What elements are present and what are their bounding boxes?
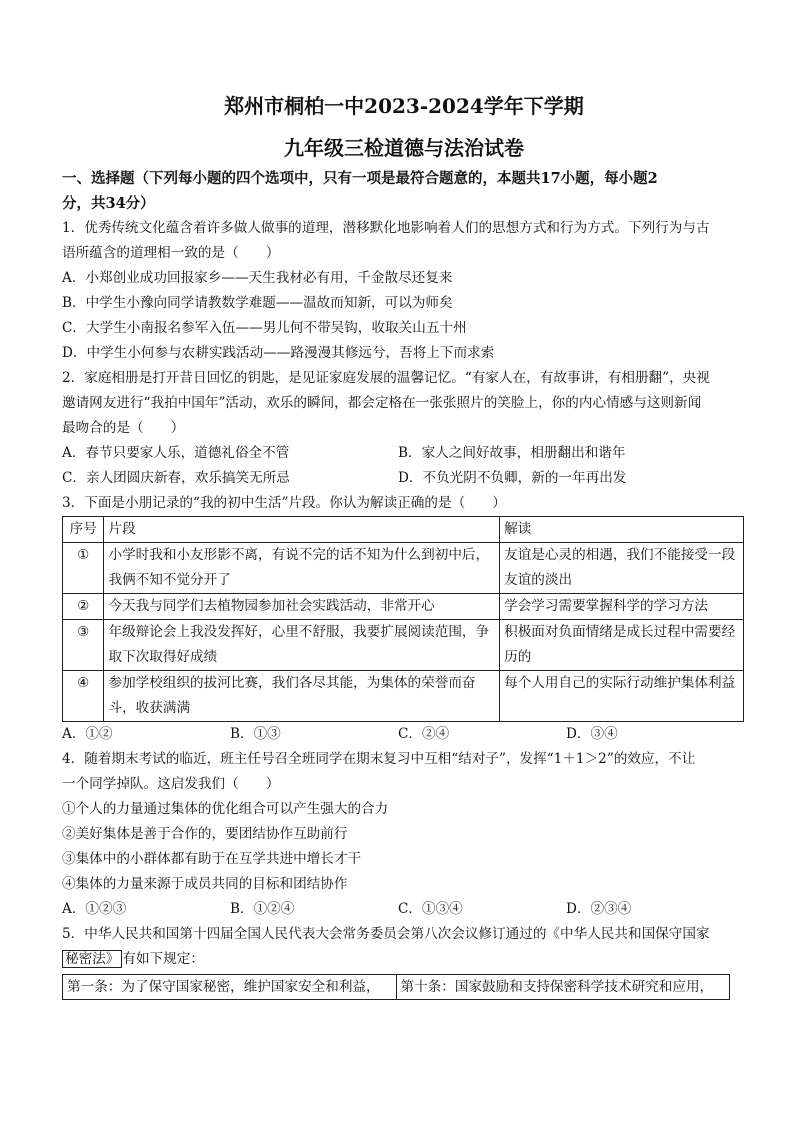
option-row: [62, 897, 746, 922]
option-row: [62, 466, 746, 491]
question-stem: 邀请网友进行“我拍中国年”活动，欢乐的瞬间，都会定格在一张张照片的笑脸上，你的内心情感与这则新闻: [62, 395, 702, 411]
article-10-cell: 第十条：国家鼓励和支持保密科学技术研究和应用，: [396, 975, 730, 1000]
option-a: A．春节只要家人乐，道德礼俗全不管: [62, 445, 290, 461]
row-fragment: 年级辩论会上我没发挥好，心里不舒服，我要扩展阅读范围，争取下次取得好成绩: [104, 620, 500, 671]
option-d: D．③④: [566, 726, 618, 742]
question-stem: 1．优秀传统文化蕴含着许多做人做事的道理，潜移默化地影响着人们的思想方式和行为方式。下列行为与古: [62, 220, 710, 236]
row-num: ①: [63, 543, 104, 594]
question-stem: 3．下面是小朋记录的“我的初中生活”片段。你认为解读正确的是（ ）: [62, 495, 506, 511]
table-header-row: [63, 517, 744, 543]
option-row: [62, 722, 746, 747]
section-heading: 一、选择题（下列每小题的四个选项中，只有一项是最符合题意的，本题共17小题，每小题2: [62, 170, 658, 187]
row-fragment: 参加学校组织的拔河比赛，我们各尽其能，为集体的荣誉而奋斗，收获满满: [104, 671, 500, 722]
exam-paper-title: 九年级三检道德与法治试卷: [284, 136, 524, 160]
option-b: B．①③: [230, 726, 281, 742]
option-c: C．亲人团圆庆新春，欢乐搞笑无所忌: [62, 470, 290, 486]
option-a: A．①②: [62, 726, 113, 742]
question-stem: [62, 947, 746, 972]
question-stem: 2．家庭相册是打开昔日回忆的钥匙，是见证家庭发展的温馨记忆。“有家人在，有故事讲，有相册翻”，央视: [62, 370, 710, 386]
header-fragment: 片段: [104, 517, 500, 543]
row-num: ④: [63, 671, 104, 722]
row-interpret: 学会学习需要掌握科学的学习方法: [500, 594, 744, 620]
law-name-box: 秘密法》: [62, 950, 122, 968]
q5-table: [62, 974, 730, 1000]
option-b: B．家人之间好故事，相册翻出和谐年: [398, 445, 626, 461]
header-interpret: 解读: [500, 517, 744, 543]
article-1-cell: 第一条：为了保守国家秘密，维护国家安全和利益，: [63, 975, 397, 1000]
row-num: ③: [63, 620, 104, 671]
question-stem: 5．中华人民共和国第十四届全国人民代表大会常务委员会第八次会议修订通过的《中华人民共和国保守国家: [62, 926, 710, 942]
question-stem: 最吻合的是（ ）: [62, 420, 185, 436]
row-fragment: 今天我与同学们去植物园参加社会实践活动，非常开心: [104, 594, 500, 620]
option-c: C．①③④: [398, 901, 463, 917]
question-stem: 4．随着期末考试的临近，班主任号召全班同学在期末复习中互相“结对子”，发挥“1＋1＞2”的效应，不让: [62, 751, 696, 767]
option-c: C．大学生小南报名参军入伍——男儿何不带吴钩，收取关山五十州: [62, 320, 467, 336]
section-heading-cont: 分，共34分）: [62, 195, 155, 212]
statement-3: ③集体中的小群体都有助于在互学共进中增长才干: [62, 851, 362, 867]
exam-page: [62, 92, 746, 1000]
row-num: ②: [63, 594, 104, 620]
option-b: B．中学生小豫向同学请教数学难题——温故而知新，可以为师矣: [62, 295, 453, 311]
option-a: A．①②③: [62, 901, 127, 917]
option-row: [62, 441, 746, 466]
question-5: [62, 922, 746, 1000]
question-stem: 语所蕴含的道理相一致的是（ ）: [62, 245, 280, 261]
question-stem-rest: 有如下规定：: [122, 951, 204, 967]
table-row: [63, 543, 744, 594]
row-interpret: 每个人用自己的实际行动维护集体利益: [500, 671, 744, 722]
question-4: [62, 747, 746, 922]
option-d: D．不负光阴不负卿，新的一年再出发: [398, 470, 627, 486]
question-2: [62, 366, 746, 491]
row-interpret: 友谊是心灵的相遇，我们不能接受一段友谊的淡出: [500, 543, 744, 594]
option-d: D．②③④: [566, 901, 632, 917]
table-row: [63, 594, 744, 620]
header-num: 序号: [63, 517, 104, 543]
row-fragment: 小学时我和小友形影不离，有说不完的话不知为什么到初中后，我俩不知不觉分开了: [104, 543, 500, 594]
statement-2: ②美好集体是善于合作的，要团结协作互助前行: [62, 826, 348, 842]
question-3: [62, 491, 746, 747]
question-stem: 一个同学掉队。这启发我们（ ）: [62, 776, 280, 792]
exam-school-title: 郑州市桐柏一中2023-2024学年下学期: [224, 94, 584, 118]
q3-table: [62, 516, 744, 722]
question-1: [62, 216, 746, 366]
option-a: A．小郑创业成功回报家乡——天生我材必有用，千金散尽还复来: [62, 270, 453, 286]
option-c: C．②④: [398, 726, 450, 742]
row-interpret: 积极面对负面情绪是成长过程中需要经历的: [500, 620, 744, 671]
table-row: [63, 975, 730, 1000]
statement-4: ④集体的力量来源于成员共同的目标和团结协作: [62, 876, 348, 892]
statement-1: ①个人的力量通过集体的优化组合可以产生强大的合力: [62, 801, 389, 817]
option-b: B．①②④: [230, 901, 295, 917]
option-d: D．中学生小何参与农耕实践活动——路漫漫其修远兮，吾将上下而求索: [62, 345, 495, 361]
table-row: [63, 620, 744, 671]
table-row: [63, 671, 744, 722]
